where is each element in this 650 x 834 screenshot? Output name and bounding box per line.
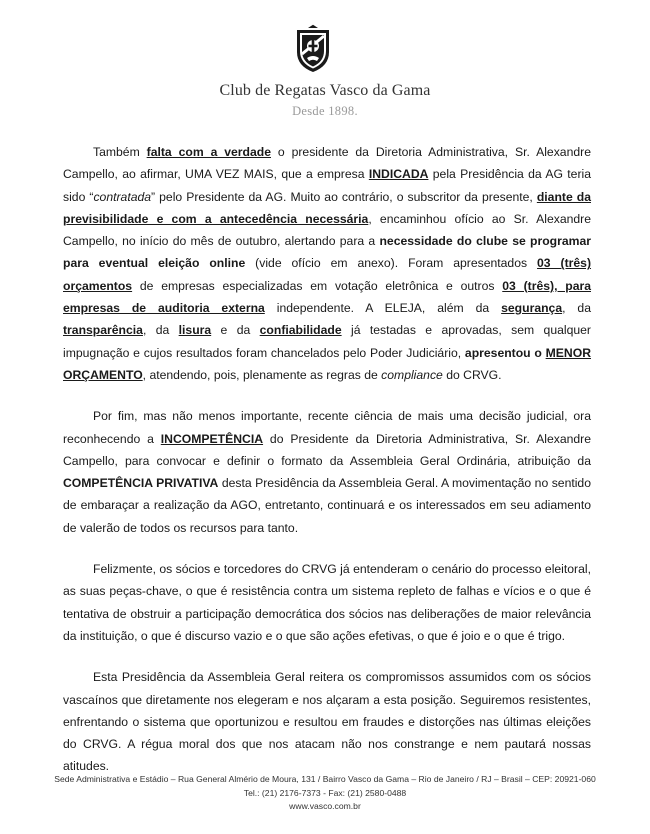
text-run: Por fim, mas não menos importante, recente ciência de mais uma decisão judicial, ora reconhecendo a bbox=[63, 409, 591, 446]
text-run: o presidente da Diretoria Administrativa, Sr. Alexandre Campello, ao afirmar, UMA VEZ MAIS, que a empresa bbox=[63, 145, 591, 182]
emphasis-underlined: transparência bbox=[63, 323, 143, 338]
body-paragraph bbox=[63, 405, 591, 539]
text-run: Esta Presidência da Assembleia Geral reitera os compromissos assumidos com os sócios vascaínos que diretamente nos elegeram e nos alçaram a esta posição. Seguiremos resistentes, enfrentando o sistema que oportunizou e resultou em fraudes e distorções nas últimas eleições do CRVG. A régua moral dos que nos atacam não nos constrange e nem pautará nossas atitudes. bbox=[63, 670, 591, 774]
text-run: Felizmente, os sócios e torcedores do CRVG já entenderam o cenário do processo eleitoral, as suas peças-chave, o que é resistência contra um sistema repleto de falhas e vícios e o que é tentativa de obstruir a participação democrática dos sócios nas deliberações de maior relevância da instituição, o que é discurso vazio e o que são ações efetivas, o que é joio e o que é trigo. bbox=[63, 562, 591, 643]
footer bbox=[0, 773, 650, 814]
emphasis-underlined: INDICADA bbox=[368, 167, 429, 182]
emphasis-underlined: confiabilidade bbox=[259, 323, 342, 338]
text-run: independente. A ELEJA, além da bbox=[264, 301, 502, 316]
text-run: , encaminhou ofício ao Sr. Alexandre Campello, no início do mês de outubro, alertando para a bbox=[63, 211, 591, 249]
text-run: e da bbox=[211, 323, 260, 338]
text-run: de empresas especializadas em votação eletrônica e outros bbox=[132, 278, 503, 293]
emphasis-bold: COMPETÊNCIA PRIVATIVA bbox=[63, 476, 219, 491]
emphasis-underlined: 03 (três) orçamentos bbox=[63, 256, 592, 293]
emphasis-italic: contratada bbox=[93, 189, 152, 204]
emphasis-bold: apresentou o bbox=[464, 345, 546, 360]
text-run: pela Presidência da AG teria sido “ bbox=[63, 167, 592, 204]
footer-phones: Tel.: (21) 2176-7373 - Fax: (21) 2580-0488 bbox=[243, 787, 407, 798]
text-run: , da bbox=[142, 323, 179, 338]
emphasis-bold: necessidade do clube se programar para eventual eleição online bbox=[63, 234, 591, 271]
text-run: do CRVG. bbox=[442, 367, 502, 382]
emphasis-underlined: falta com a verdade bbox=[146, 145, 271, 159]
emphasis-underlined: segurança bbox=[501, 301, 563, 316]
text-run: , da bbox=[562, 301, 591, 316]
club-name: Club de Regatas Vasco da Gama bbox=[219, 82, 431, 99]
text-run: do Presidente da Diretoria Administrativa, Sr. Alexandre Campello, para convocar e definir o formato da Assembleia Geral Ordinária, atribuição da bbox=[63, 431, 591, 468]
text-run: já testadas e aprovadas, sem qualquer impugnação e cujos resultados foram chancelados pelo Poder Judiciário, bbox=[63, 323, 591, 360]
emphasis-underlined: 03 (três), para empresas de auditoria externa bbox=[63, 278, 591, 316]
footer-website[interactable]: www.vasco.com.br bbox=[289, 801, 361, 811]
body-paragraph bbox=[63, 141, 591, 386]
founded-tagline: Desde 1898. bbox=[292, 104, 358, 118]
letter-body bbox=[63, 141, 591, 797]
emphasis-underlined: MENOR ORÇAMENTO bbox=[63, 345, 591, 382]
emphasis-underlined: INCOMPETÊNCIA bbox=[160, 431, 264, 446]
body-paragraph bbox=[63, 666, 591, 777]
text-run: ” pelo Presidente da AG. Muito ao contrário, o subscritor da presente, bbox=[151, 189, 537, 204]
text-run: (vide ofício em anexo). Foram apresentados bbox=[245, 256, 538, 271]
emphasis-underlined: lisura bbox=[178, 323, 212, 338]
text-run: Também bbox=[93, 145, 147, 159]
emphasis-underlined: diante da previsibilidade e com a antecedência necessária bbox=[63, 189, 591, 226]
emphasis-italic: compliance bbox=[381, 367, 443, 382]
body-paragraph bbox=[63, 558, 591, 647]
text-run: , atendendo, pois, plenamente as regras de bbox=[142, 367, 382, 382]
footer-address: Sede Administrativa e Estádio – Rua General Almério de Moura, 131 / Bairro Vasco da Gama – Rio de Janeiro / RJ – Brasil – CEP: 20921-060 bbox=[54, 774, 596, 784]
club-crest-icon bbox=[293, 24, 333, 74]
text-run: desta Presidência da Assembleia Geral. A movimentação no sentido de embaraçar a realização da AGO, entretanto, continuará e os interessados em seu adiamento de valerão de todos os recursos para tanto. bbox=[63, 476, 591, 535]
